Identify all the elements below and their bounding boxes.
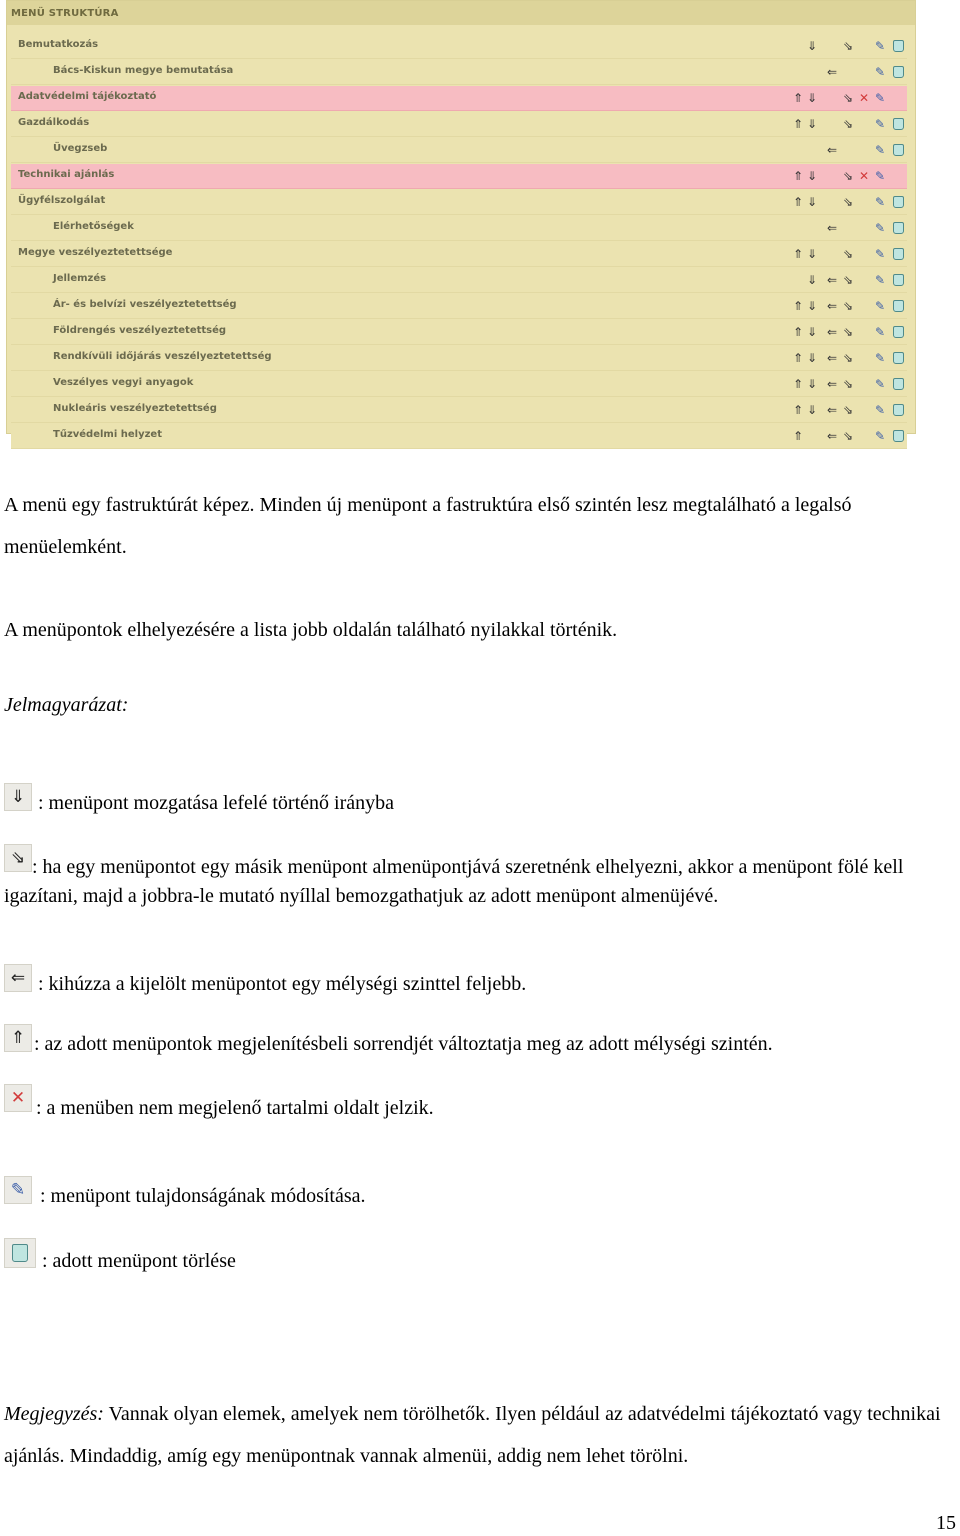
menu-item-actions — [791, 116, 907, 132]
arrow-down-icon: ⇓ — [4, 783, 32, 811]
arrow-down-icon[interactable]: ⇓ — [806, 273, 818, 287]
menu-item-label[interactable]: Földrengés veszélyeztetettség — [53, 325, 227, 336]
edit-pencil-icon[interactable]: ✎ — [874, 221, 886, 235]
arrow-left-icon[interactable]: ⇐ — [826, 65, 838, 79]
arrow-left-icon[interactable]: ⇐ — [826, 351, 838, 365]
arrow-down-right-icon: ⇘ — [4, 844, 32, 872]
menu-item-row — [11, 320, 907, 345]
arrow-up-icon[interactable]: ⇑ — [792, 117, 804, 131]
arrow-left-icon[interactable]: ⇐ — [826, 325, 838, 339]
arrows-paragraph: A menüpontok elhelyezésére a lista jobb oldalán található nyilakkal történik. — [4, 619, 618, 641]
page-number: 15 — [936, 1512, 956, 1534]
menu-item-label[interactable]: Adatvédelmi tájékoztató — [18, 91, 157, 102]
hidden-page-icon: ✕ — [4, 1084, 32, 1112]
arrow-up-icon[interactable]: ⇑ — [792, 91, 804, 105]
menu-item-actions — [791, 428, 907, 444]
arrow-down-right-icon[interactable]: ⇘ — [842, 377, 854, 391]
menu-item-row — [11, 138, 907, 163]
trash-icon[interactable] — [891, 298, 905, 314]
menu-item-actions — [791, 38, 907, 54]
menu-item-label[interactable]: Megye veszélyeztetettsége — [18, 247, 173, 258]
arrow-down-icon[interactable]: ⇓ — [806, 377, 818, 391]
arrow-down-right-icon[interactable]: ⇘ — [842, 429, 854, 443]
note-paragraph — [4, 1393, 944, 1477]
arrow-down-icon[interactable]: ⇓ — [806, 195, 818, 209]
arrow-up-icon[interactable]: ⇑ — [792, 195, 804, 209]
menu-item-actions — [791, 194, 907, 210]
trash-icon[interactable] — [891, 38, 905, 54]
edit-pencil-icon[interactable]: ✎ — [874, 169, 886, 183]
menu-structure-panel — [6, 0, 916, 443]
trash-icon[interactable] — [891, 402, 905, 418]
arrow-down-right-icon[interactable]: ⇘ — [842, 91, 854, 105]
menu-item-actions — [791, 324, 907, 340]
menu-item-actions — [791, 90, 907, 106]
menu-item-actions — [791, 142, 907, 158]
menu-item-row — [11, 60, 907, 85]
menu-item-label[interactable]: Rendkívüli időjárás veszélyeztetettség — [53, 351, 272, 362]
menu-item-actions — [791, 376, 907, 392]
arrow-left-icon[interactable]: ⇐ — [826, 299, 838, 313]
menu-item-label[interactable]: Bács-Kiskun megye bemutatása — [53, 65, 234, 76]
arrow-up-icon: ⇑ — [4, 1024, 32, 1052]
arrow-down-right-icon[interactable]: ⇘ — [842, 195, 854, 209]
edit-pencil-icon[interactable]: ✎ — [874, 247, 886, 261]
hidden-page-icon: ✕ — [858, 91, 870, 105]
trash-icon[interactable] — [891, 428, 905, 444]
edit-pencil-icon[interactable]: ✎ — [874, 91, 886, 105]
trash-icon[interactable] — [891, 220, 905, 236]
arrow-down-right-icon[interactable]: ⇘ — [842, 403, 854, 417]
menu-item-label[interactable]: Technikai ajánlás — [18, 169, 115, 180]
arrow-up-icon[interactable]: ⇑ — [792, 299, 804, 313]
trash-icon[interactable] — [891, 272, 905, 288]
arrow-up-icon[interactable]: ⇑ — [792, 325, 804, 339]
menu-item-row — [11, 398, 907, 423]
legend-hide-text: : a menüben nem megjelenő tartalmi oldalt jelzik. — [36, 1097, 434, 1119]
arrow-down-right-icon[interactable]: ⇘ — [842, 299, 854, 313]
menu-item-row — [11, 112, 907, 137]
edit-pencil-icon[interactable]: ✎ — [874, 65, 886, 79]
edit-pencil-icon[interactable]: ✎ — [874, 325, 886, 339]
menu-item-row — [11, 346, 907, 371]
arrow-up-icon[interactable]: ⇑ — [792, 403, 804, 417]
menu-item-row — [11, 34, 907, 59]
menu-item-row — [11, 164, 907, 189]
menu-item-label[interactable]: Bemutatkozás — [18, 39, 99, 50]
arrow-up-icon[interactable]: ⇑ — [792, 351, 804, 365]
trash-icon[interactable] — [891, 376, 905, 392]
arrow-left-icon[interactable]: ⇐ — [826, 221, 838, 235]
arrow-down-icon[interactable]: ⇓ — [806, 247, 818, 261]
trash-icon[interactable] — [891, 142, 905, 158]
arrow-left-icon[interactable]: ⇐ — [826, 377, 838, 391]
menu-item-row — [11, 86, 907, 111]
legend-edit-text: : menüpont tulajdonságának módosítása. — [40, 1185, 366, 1207]
intro-paragraph: A menü egy fastruktúrát képez. Minden új menüpont a fastruktúra első szintén lesz megtalálható a legalsó menüelemként. — [4, 494, 852, 558]
trash-icon[interactable] — [891, 324, 905, 340]
menu-item-row — [11, 424, 907, 449]
edit-pencil-icon[interactable]: ✎ — [874, 39, 886, 53]
edit-pencil-icon[interactable]: ✎ — [874, 273, 886, 287]
legend-down-text: : menüpont mozgatása lefelé történő irányba — [38, 792, 394, 814]
arrow-down-icon[interactable]: ⇓ — [806, 39, 818, 53]
arrow-up-icon[interactable]: ⇑ — [792, 429, 804, 443]
legend-child-text: : ha egy menüpontot egy másik menüpont almenüpontjává szeretnénk elhelyezni, akkor a menüpont fölé kell igazítani, majd a jobbra-le mutató nyíllal bemozgathatjuk az adott menüpont almenüjévé. — [4, 856, 904, 907]
arrow-down-right-icon[interactable]: ⇘ — [842, 247, 854, 261]
hidden-page-icon: ✕ — [858, 169, 870, 183]
menu-item-row — [11, 242, 907, 267]
arrow-down-icon[interactable]: ⇓ — [806, 117, 818, 131]
menu-item-actions — [791, 402, 907, 418]
menu-item-actions — [791, 168, 907, 184]
menu-item-actions — [791, 64, 907, 80]
note-label: Megjegyzés: — [4, 1403, 104, 1425]
menu-item-row — [11, 372, 907, 397]
arrow-down-right-icon[interactable]: ⇘ — [842, 39, 854, 53]
arrow-left-icon[interactable]: ⇐ — [826, 273, 838, 287]
menu-item-actions — [791, 272, 907, 288]
trash-icon[interactable] — [891, 116, 905, 132]
trash-icon[interactable] — [891, 194, 905, 210]
menu-item-label[interactable]: Elérhetőségek — [53, 221, 134, 232]
menu-item-row — [11, 294, 907, 319]
arrow-down-right-icon[interactable]: ⇘ — [842, 169, 854, 183]
menu-item-label[interactable]: Üvegzseb — [53, 143, 108, 154]
menu-structure-title: MENÜ STRUKTÚRA — [7, 1, 915, 25]
arrow-down-right-icon[interactable]: ⇘ — [842, 325, 854, 339]
edit-pencil-icon[interactable]: ✎ — [874, 195, 886, 209]
edit-pencil-icon[interactable]: ✎ — [874, 117, 886, 131]
legend-up-text: : az adott menüpontok megjelenítésbeli sorrendjét változtatja meg az adott mélységi szintén. — [34, 1033, 773, 1055]
menu-item-label[interactable]: Ár- és belvízi veszélyeztetettség — [53, 299, 237, 310]
menu-item-label[interactable]: Jellemzés — [53, 273, 107, 284]
menu-item-actions — [791, 220, 907, 236]
edit-pencil-icon[interactable]: ✎ — [874, 403, 886, 417]
edit-pencil-icon[interactable]: ✎ — [874, 351, 886, 365]
trash-icon[interactable] — [891, 64, 905, 80]
arrow-left-icon[interactable]: ⇐ — [826, 143, 838, 157]
arrow-up-icon[interactable]: ⇑ — [792, 377, 804, 391]
legend-title: Jelmagyarázat: — [4, 694, 129, 716]
menu-item-label[interactable]: Veszélyes vegyi anyagok — [53, 377, 194, 388]
menu-item-actions — [791, 246, 907, 262]
arrow-down-icon[interactable]: ⇓ — [806, 403, 818, 417]
arrow-up-icon[interactable]: ⇑ — [792, 247, 804, 261]
trash-icon[interactable] — [891, 246, 905, 262]
trash-icon — [4, 1238, 36, 1268]
arrow-left-icon[interactable]: ⇐ — [826, 429, 838, 443]
arrow-down-icon[interactable]: ⇓ — [806, 351, 818, 365]
edit-pencil-icon[interactable]: ✎ — [874, 299, 886, 313]
legend-left-text: : kihúzza a kijelölt menüpontot egy mélységi szinttel feljebb. — [38, 973, 527, 995]
arrow-left-icon[interactable]: ⇐ — [826, 403, 838, 417]
menu-item-label[interactable]: Gazdálkodás — [18, 117, 90, 128]
menu-item-actions — [791, 298, 907, 314]
menu-item-label[interactable]: Nukleáris veszélyeztetettség — [53, 403, 217, 414]
arrow-down-icon[interactable]: ⇓ — [806, 91, 818, 105]
arrow-down-right-icon[interactable]: ⇘ — [842, 351, 854, 365]
menu-item-row — [11, 216, 907, 241]
arrow-up-icon[interactable]: ⇑ — [792, 169, 804, 183]
menu-item-row — [11, 190, 907, 215]
menu-item-label[interactable]: Ügyfélszolgálat — [18, 195, 106, 206]
menu-rows — [11, 34, 907, 450]
menu-item-actions — [791, 350, 907, 366]
trash-icon[interactable] — [891, 350, 905, 366]
edit-pencil-icon[interactable]: ✎ — [874, 377, 886, 391]
arrow-down-icon[interactable]: ⇓ — [806, 299, 818, 313]
edit-pencil-icon[interactable]: ✎ — [874, 143, 886, 157]
menu-item-row — [11, 268, 907, 293]
edit-pencil-icon: ✎ — [4, 1176, 32, 1204]
arrow-down-right-icon[interactable]: ⇘ — [842, 273, 854, 287]
legend-delete-text: : adott menüpont törlése — [42, 1250, 236, 1272]
arrow-down-right-icon[interactable]: ⇘ — [842, 117, 854, 131]
arrow-left-icon: ⇐ — [4, 964, 32, 992]
menu-item-label[interactable]: Tűzvédelmi helyzet — [53, 429, 162, 440]
note-text: Vannak olyan elemek, amelyek nem törölhetők. Ilyen például az adatvédelmi tájékoztató vagy technikai ajánlás. Mindaddig, amíg egy menüpontnak vannak almenüi, addig nem lehet törölni. — [4, 1403, 941, 1467]
edit-pencil-icon[interactable]: ✎ — [874, 429, 886, 443]
arrow-down-icon[interactable]: ⇓ — [806, 169, 818, 183]
arrow-down-icon[interactable]: ⇓ — [806, 325, 818, 339]
